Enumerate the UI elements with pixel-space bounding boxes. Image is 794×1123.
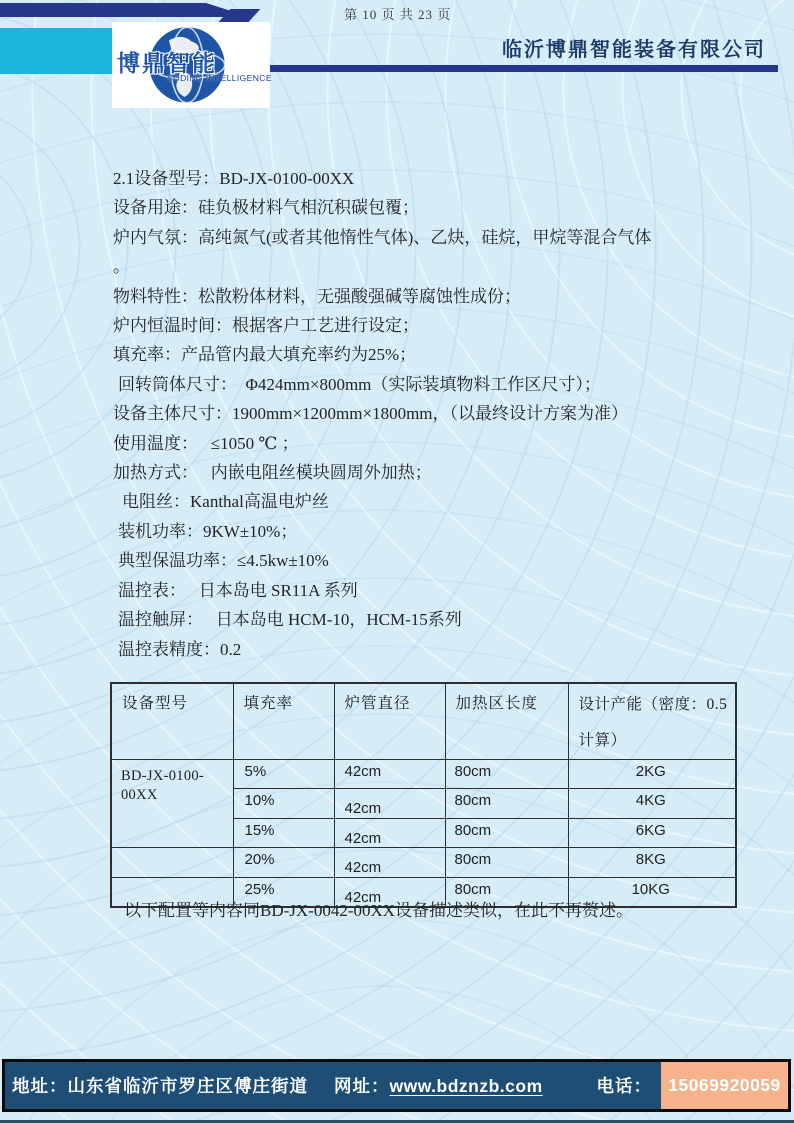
spec-line-usage: 设备用途：硅负极材料气相沉积碳包覆；: [113, 198, 419, 218]
footer-address: [12, 1073, 308, 1098]
footer-bar: [2, 1059, 791, 1112]
cell-capacity: 8KG: [568, 848, 736, 878]
spec-line-atmosphere-2: 。: [113, 257, 130, 277]
table-row: [111, 848, 736, 878]
spec-line-touchscreen: 温控触屏： 日本岛电 HCM-10，HCM-15系列: [118, 610, 462, 630]
website-label: 网址：: [334, 1076, 390, 1096]
cell-model: BD-JX-0100-00XX: [111, 760, 233, 848]
cell-fill: 5%: [233, 760, 334, 789]
spec-line-fill-rate: 填充率：产品管内最大填充率约为25%；: [113, 345, 417, 365]
spec-line-heating: 加热方式： 内嵌电阻丝模块圆周外加热；: [113, 463, 432, 483]
footer-website: [334, 1073, 543, 1098]
spec-line-power: 装机功率：9KW±10%；: [118, 521, 298, 541]
cell-capacity: 6KG: [568, 818, 736, 848]
website-link[interactable]: www.bdznzb.com: [389, 1076, 543, 1096]
cell-diameter: 42cm: [334, 848, 445, 878]
header-cyan-block: [0, 28, 112, 74]
cell-capacity: 4KG: [568, 789, 736, 819]
phone-label: 电话：: [596, 1076, 652, 1096]
cell-zone: 80cm: [445, 818, 568, 848]
cell-fill: 10%: [233, 789, 334, 819]
col-header-capacity: [568, 683, 736, 760]
table-row: [111, 760, 736, 789]
cell-model-empty: [111, 848, 233, 878]
cell-capacity: 2KG: [568, 760, 736, 789]
capacity-table: [110, 682, 737, 908]
header-top-bar: [0, 3, 250, 17]
spec-line-temperature: 使用温度： ≤1050 ℃ ；: [113, 433, 299, 453]
cell-diameter: 42cm: [334, 818, 445, 848]
cell-zone: 80cm: [445, 877, 568, 907]
cell-diameter: 42cm: [334, 877, 445, 907]
company-logo: [112, 22, 270, 108]
cell-zone: 80cm: [445, 760, 568, 789]
logo-text-en: BODING INTELLIGENCE: [167, 73, 272, 83]
spec-line-drum-size: 回转筒体尺寸： Φ424mm×800mm（实际装填物料工作区尺寸）；: [118, 374, 601, 394]
capacity-header-line1: 设计产能（密度：0.5: [578, 696, 728, 713]
cell-fill: 20%: [233, 848, 334, 878]
capacity-header-line2: 计算）: [578, 732, 627, 749]
col-header-diameter: 炉管直径: [334, 683, 445, 760]
logo-text-cn: 博鼎智能: [117, 50, 217, 76]
col-header-fill: 填充率: [233, 683, 334, 760]
cell-fill: 25%: [233, 877, 334, 907]
note-line: 以下配置等内容同BD-JX-0042-00XX设备描述类似，在此不再赘述。: [124, 901, 634, 920]
footer-phone: [597, 1062, 789, 1109]
spec-line-atmosphere: 炉内气氛：高纯氮气(或者其他惰性气体)、乙炔，硅烷，甲烷等混合气体: [113, 227, 652, 247]
address-value: 山东省临沂市罗庄区傅庄街道: [67, 1076, 308, 1096]
spec-list: [113, 164, 741, 664]
col-header-zone: 加热区长度: [445, 683, 568, 760]
spec-line-precision: 温控表精度：0.2: [118, 639, 242, 659]
company-name: 临沂博鼎智能装备有限公司: [502, 39, 766, 61]
header-rule: [270, 65, 778, 72]
cell-zone: 80cm: [445, 848, 568, 878]
spec-line-body-size: 设备主体尺寸：1900mm×1200mm×1800mm，（以最终设计方案为准）: [113, 404, 629, 424]
spec-line-model: 2.1设备型号：BD-JX-0100-00XX: [113, 169, 355, 188]
spec-line-hold-power: 典型保温功率：≤4.5kw±10%: [118, 551, 329, 571]
page-indicator: 第 10 页 共 23 页: [344, 7, 452, 22]
spec-line-controller: 温控表： 日本岛电 SR11A 系列: [118, 580, 358, 600]
col-header-model: 设备型号: [111, 683, 233, 760]
spec-line-material: 物料特性：松散粉体材料，无强酸强碱等腐蚀性成份；: [113, 286, 521, 306]
cell-diameter: 42cm: [334, 789, 445, 819]
spec-line-holding-time: 炉内恒温时间：根据客户工艺进行设定；: [113, 316, 419, 336]
cell-diameter: 42cm: [334, 760, 445, 789]
cell-zone: 80cm: [445, 789, 568, 819]
cell-capacity: 10KG: [568, 877, 736, 907]
cell-fill: 15%: [233, 818, 334, 848]
address-label: 地址：: [12, 1076, 68, 1096]
table-header-row: [111, 683, 736, 760]
phone-badge: 15069920059: [661, 1062, 788, 1109]
spec-line-wire: 电阻丝：Kanthal高温电炉丝: [122, 492, 329, 512]
